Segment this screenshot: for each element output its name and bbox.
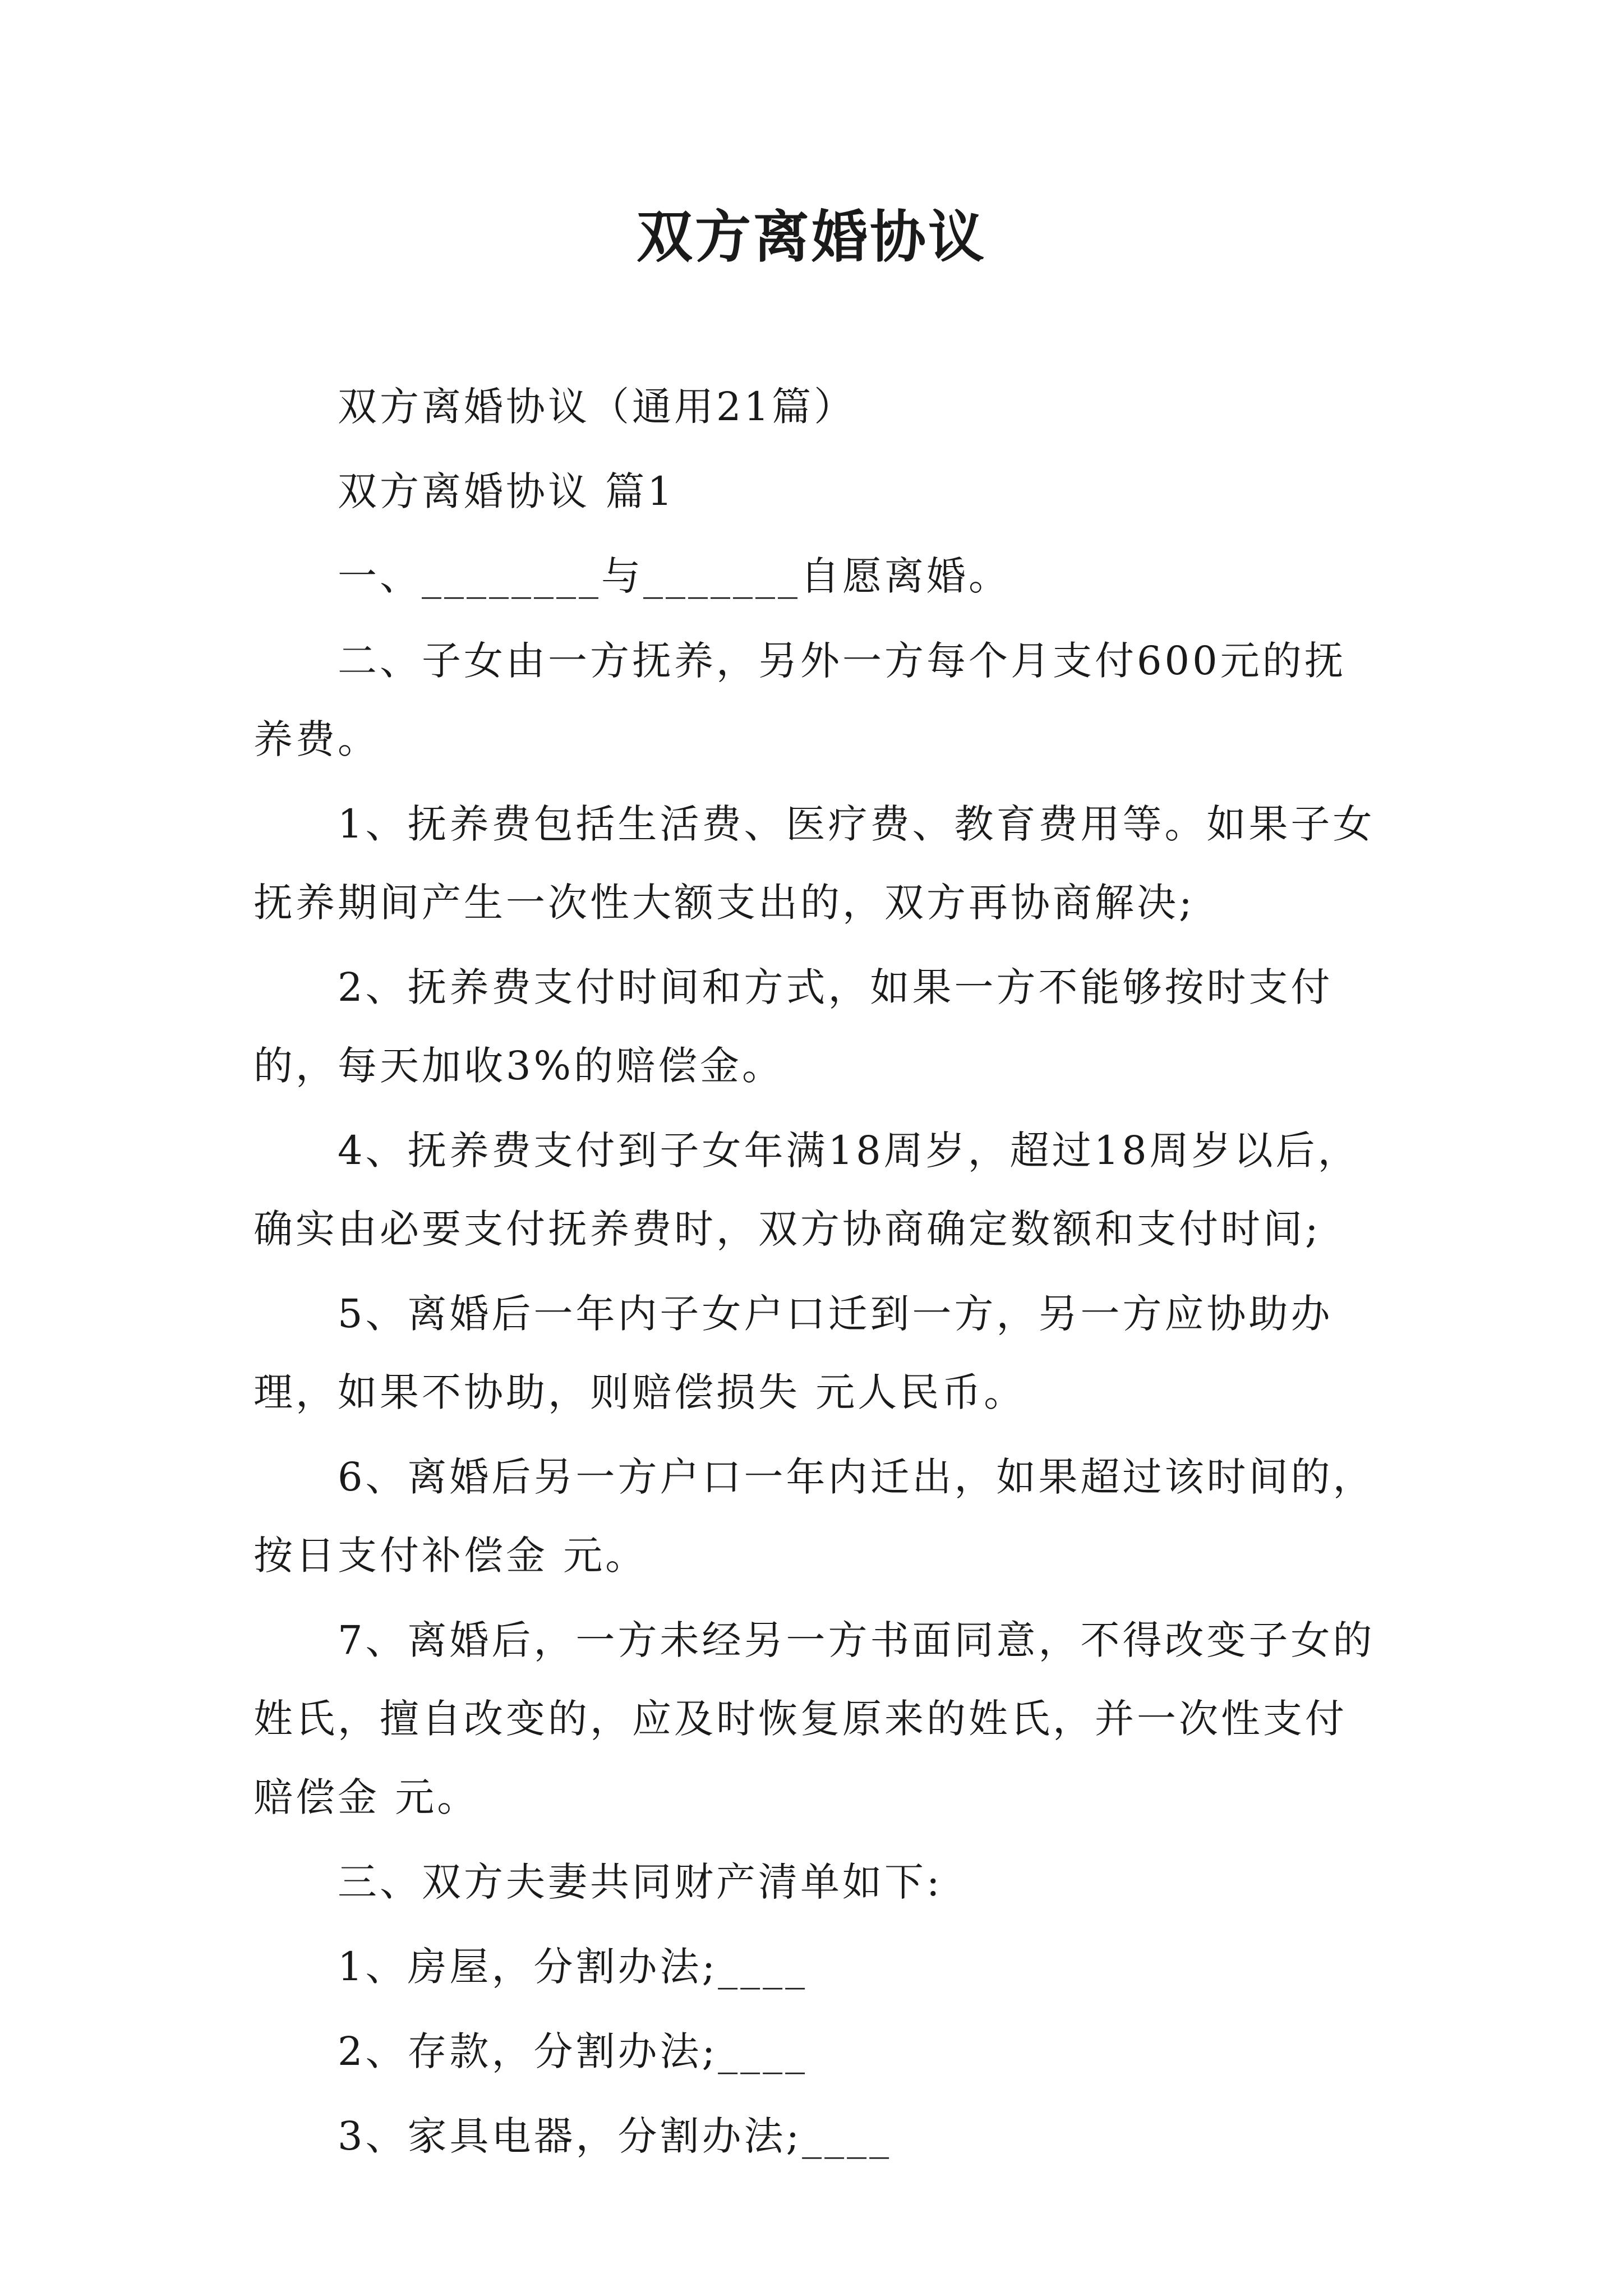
document-body xyxy=(253,367,1381,2182)
paragraph-item: 4、抚养费支付到子女年满18周岁，超过18周岁以后，确实由必要支付抚养费时，双方协商确定数额和支付时间; xyxy=(253,1128,1360,1252)
paragraph-clause-1: 一、________与_______自愿离婚。 xyxy=(338,553,1011,599)
paragraph-property-item: 3、家具电器，分割办法;____ xyxy=(338,2113,892,2159)
paragraph-section-heading: 双方离婚协议 篇1 xyxy=(338,468,675,514)
paragraph-subtitle: 双方离婚协议（通用21篇） xyxy=(338,384,856,430)
paragraph-item: 5、离婚后一年内子女户口迁到一方，另一方应协助办理，如果不协助，则赔偿损失 元人民币。 xyxy=(253,1291,1333,1415)
paragraph-property-item: 1、房屋，分割办法;____ xyxy=(338,1944,808,1990)
paragraph-clause-3: 三、双方夫妻共同财产清单如下: xyxy=(338,1859,943,1905)
paragraph-property-item: 2、存款，分割办法;____ xyxy=(338,2028,808,2074)
paragraph-item: 7、离婚后，一方未经另一方书面同意，不得改变子女的姓氏，擅自改变的，应及时恢复原来的姓氏，并一次性支付赔偿金 元。 xyxy=(253,1617,1375,1820)
paragraph-clause-2: 二、子女由一方抚养，另外一方每个月支付600元的抚养费。 xyxy=(253,638,1347,762)
paragraph-item: 2、抚养费支付时间和方式，如果一方不能够按时支付的，每天加收3%的赔偿金。 xyxy=(253,964,1333,1089)
document-title: 双方离婚协议 xyxy=(637,204,986,270)
paragraph-item: 1、抚养费包括生活费、医疗费、教育费用等。如果子女抚养期间产生一次性大额支出的，双方再协商解决; xyxy=(253,801,1375,926)
paragraph-item: 6、离婚后另一方户口一年内迁出，如果超过该时间的，按日支付补偿金 元。 xyxy=(253,1454,1375,1579)
